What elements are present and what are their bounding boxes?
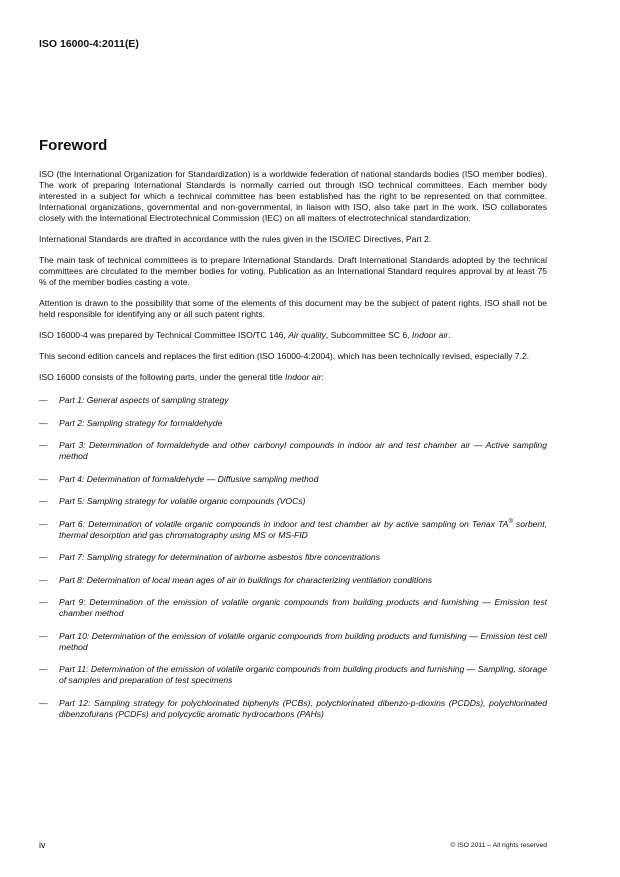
list-dash: — <box>39 518 48 529</box>
paragraph-patent-notice: Attention is drawn to the possibility that some of the elements of this document may be the subject of patent rights. ISO shall not be held responsible for identifying any or all such patent rights. <box>39 298 547 319</box>
list-item <box>39 474 547 485</box>
paragraph-prepared-by: ISO 16000-4 was prepared by Technical Committee ISO/TC 146, Air quality, Subcommittee SC 6, Indoor air. <box>39 330 451 340</box>
part-3-title: Part 3: Determination of formaldehyde and other carbonyl compounds in indoor air and test chamber air — Active sampling method <box>59 440 547 461</box>
list-dash: — <box>39 473 48 484</box>
foreword-body <box>39 169 547 731</box>
document-id: ISO 16000-4:2011(E) <box>39 38 139 50</box>
list-dash: — <box>39 440 48 450</box>
part-7-title: Part 7: Sampling strategy for determination of airborne asbestos fibre concentrations <box>59 552 381 562</box>
part-9-title: Part 9: Determination of the emission of volatile organic compounds from building products and furnishing — Emission test chamber method <box>59 597 547 618</box>
registered-mark: ® <box>508 518 513 525</box>
list-dash: — <box>39 664 48 674</box>
paragraph-iso-intro: ISO (the International Organization for Standardization) is a worldwide federation of national standards bodies (ISO member bodies). The work of preparing International Standards is normally carried out through ISO technical committees. Each member body interested in a subject for which a technical committee has been established has the right to be represented on that committee. International organizations, governmental and non-governmental, in liaison with ISO, also take part in the work. ISO collaborates closely with the International Electrotechnical Commission (IEC) on all matters of electrotechnical standardization. <box>39 169 547 223</box>
prepared-by-mid: , Subcommittee SC 6, <box>325 330 412 340</box>
list-item <box>39 418 547 429</box>
part-8-title: Part 8: Determination of local mean ages of air in buildings for characterizing ventilation conditions <box>59 574 433 585</box>
paragraph-parts-intro: ISO 16000 consists of the following parts, under the general title Indoor air: <box>39 372 324 382</box>
list-dash: — <box>39 630 48 641</box>
general-title-indoor-air: Indoor air <box>285 372 322 382</box>
part-5-title: Part 5: Sampling strategy for volatile organic compounds (VOCs) <box>59 496 306 506</box>
part-1-title: Part 1: General aspects of sampling strategy <box>59 395 229 405</box>
list-item <box>39 395 547 406</box>
part-12-title: Part 12: Sampling strategy for polychlorinated biphenyls (PCBs), polychlorinated dibenzo-p-dioxins (PCDDs), polychlorinated dibenzofurans (PCDFs) and polycyclic aromatic hydrocarbons (PAHs) <box>59 697 547 719</box>
parts-list <box>39 395 547 720</box>
list-item <box>39 519 547 541</box>
list-item <box>39 552 547 563</box>
page-title: Foreword <box>39 137 108 154</box>
list-item <box>39 597 547 619</box>
subcommittee-title-indoor-air: Indoor air <box>411 330 449 340</box>
paragraph-edition-note: This second edition cancels and replaces the first edition (ISO 16000-4:2004), which has been technically revised, especially 7.2. <box>39 351 530 361</box>
committee-title-air-quality: Air quality <box>288 330 326 340</box>
list-item <box>39 698 547 720</box>
list-item <box>39 664 547 686</box>
copyright-notice: © ISO 2011 – All rights reserved <box>450 842 547 849</box>
paragraph-drafting-rules: International Standards are drafted in accordance with the rules given in the ISO/IEC Directives, Part 2. <box>39 234 432 244</box>
list-dash: — <box>39 697 48 708</box>
part-4-title: Part 4: Determination of formaldehyde — Diffusive sampling method <box>59 473 319 484</box>
list-item <box>39 496 547 507</box>
page-number: iv <box>39 840 46 850</box>
part-11-title: Part 11: Determination of the emission of volatile organic compounds from building products and furnishing — Sampling, storage of samples and preparation of test specimens <box>59 664 547 685</box>
list-dash: — <box>39 574 48 585</box>
list-dash: — <box>39 597 48 607</box>
paragraph-main-task: The main task of technical committees is to prepare International Standards. Draft International Standards adopted by the technical committees are circulated to the member bodies for voting. Publication as an International Standard requires approval by at least 75 % of the member bodies casting a vote. <box>39 255 547 287</box>
part-10-title: Part 10: Determination of the emission of volatile organic compounds from building products and furnishing — Emission test cell method <box>59 630 547 652</box>
part-2-title: Part 2: Sampling strategy for formaldehyde <box>59 417 223 428</box>
list-item <box>39 440 547 462</box>
list-item <box>39 631 547 653</box>
list-dash: — <box>39 417 48 428</box>
list-dash: — <box>39 395 48 405</box>
list-dash: — <box>39 552 48 562</box>
list-dash: — <box>39 496 48 506</box>
list-item <box>39 575 547 586</box>
prepared-by-text: ISO 16000-4 was prepared by Technical Committee ISO/TC 146, <box>39 330 289 340</box>
part-6-title: Part 6: Determination of volatile organic compounds in indoor and test chamber air by active sampling on Tenax TA® sorbent, thermal desorption and gas chromatography using MS or MS-FID <box>59 518 547 540</box>
